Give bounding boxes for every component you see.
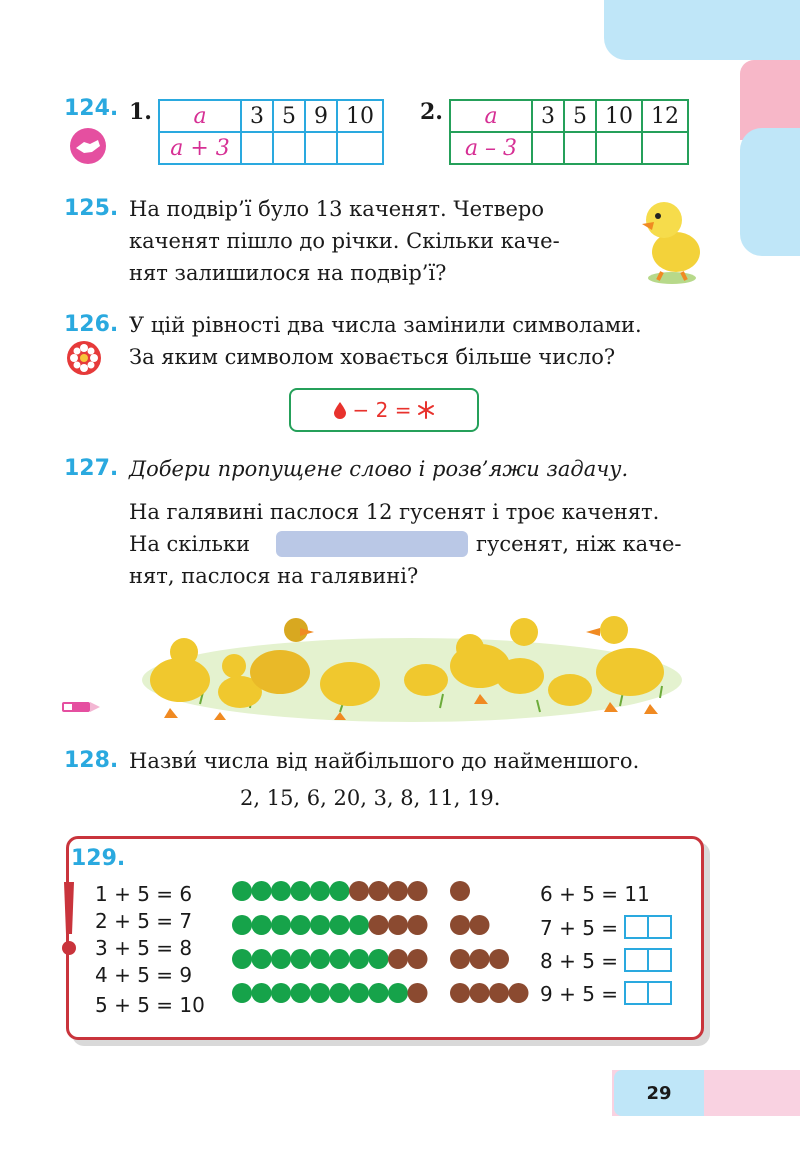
table2-empty-cell	[642, 132, 688, 164]
right-equation-row	[540, 981, 672, 1006]
exclamation-icon	[60, 880, 78, 958]
table1-empty-cell	[241, 132, 273, 164]
green-dot	[388, 983, 408, 1003]
table1-cell: 9	[305, 100, 337, 132]
extra-brown-dot	[489, 983, 509, 1003]
missing-word-blank[interactable]	[276, 531, 468, 557]
green-dot	[271, 881, 291, 901]
right-equation: 9 + 5 =	[540, 982, 619, 1006]
green-dot	[252, 983, 272, 1003]
exercise-number-126: 126.	[64, 312, 119, 337]
exercise-number-129: 129.	[71, 846, 126, 871]
ex125-line: На подвір’ї було 13 каченят. Четверо	[129, 197, 544, 221]
snowflake-icon	[417, 401, 435, 419]
extra-brown-dot	[450, 949, 470, 969]
extra-brown-dot	[450, 983, 470, 1003]
table2-empty-cell	[564, 132, 596, 164]
table1-var: a	[159, 100, 241, 132]
green-dot	[252, 915, 272, 935]
extra-brown-dot	[509, 983, 529, 1003]
table1-empty-cell	[337, 132, 383, 164]
table-a-minus-3	[449, 99, 689, 165]
ex128-numbers: 2, 15, 6, 20, 3, 8, 11, 19.	[240, 786, 501, 810]
green-dot	[349, 949, 369, 969]
right-equation: 6 + 5 = 11	[540, 882, 650, 906]
answer-box[interactable]	[624, 981, 649, 1005]
green-dot	[271, 915, 291, 935]
ex127-line: На скільки	[129, 532, 251, 556]
green-dot	[232, 915, 252, 935]
green-dot	[349, 983, 369, 1003]
extra-brown-dot	[470, 915, 490, 935]
table2-empty-cell	[532, 132, 564, 164]
green-dot	[232, 949, 252, 969]
right-equation: 8 + 5 =	[540, 949, 619, 973]
exercise-number-127: 127.	[64, 456, 119, 481]
extra-brown-dot	[450, 915, 470, 935]
green-dot	[271, 949, 291, 969]
exercise-number-128: 128.	[64, 748, 119, 773]
green-dot	[310, 915, 330, 935]
ex127-line: На галявині паслося 12 гусенят і троє каченят.	[129, 500, 660, 524]
brown-dot	[369, 915, 389, 935]
flower-icon	[66, 340, 102, 376]
table2-cell: 12	[642, 100, 688, 132]
green-dot	[369, 949, 389, 969]
table2-cell: 10	[596, 100, 642, 132]
green-dot	[252, 949, 272, 969]
table1-cell: 5	[273, 100, 305, 132]
brown-dot	[408, 881, 428, 901]
table1-label: 1.	[129, 99, 152, 125]
left-equation: 1 + 5 = 6	[95, 882, 193, 906]
green-dot	[271, 983, 291, 1003]
corner-tab-blue	[604, 0, 800, 60]
brown-dot	[369, 881, 389, 901]
ex125-line: каченят пішло до річки. Скільки каче-	[129, 229, 560, 253]
ex127-line: гусенят, ніж каче-	[476, 532, 682, 556]
brown-dot	[388, 949, 408, 969]
equation-text: − 2 =	[352, 398, 412, 422]
table2-empty-cell	[596, 132, 642, 164]
brown-dot	[408, 915, 428, 935]
green-dot	[291, 949, 311, 969]
page-number: 29	[614, 1070, 704, 1116]
ex126-line: У цій рівності два числа замінили символами.	[129, 313, 642, 337]
left-equation: 2 + 5 = 7	[95, 909, 193, 933]
extra-brown-dot	[470, 949, 490, 969]
ex127-line: нят, паслося на галявині?	[129, 564, 419, 588]
brown-dot	[349, 881, 369, 901]
drop-icon	[333, 401, 347, 419]
brown-dot	[388, 881, 408, 901]
ex126-line: За яким символом ховається більше число?	[129, 345, 616, 369]
side-tab-blue	[740, 128, 800, 256]
table1-cell: 3	[241, 100, 273, 132]
answer-box[interactable]	[649, 915, 672, 939]
ex128-line: Назви́ числа від найбільшого до найменшого.	[129, 749, 640, 773]
green-dot	[330, 983, 350, 1003]
green-dot	[310, 881, 330, 901]
green-dot	[369, 983, 389, 1003]
goslings-ducklings-illustration	[140, 608, 684, 726]
green-dot	[291, 915, 311, 935]
green-dot	[232, 983, 252, 1003]
handshake-icon	[68, 126, 108, 166]
counting-dots	[230, 878, 530, 1010]
green-dot	[330, 949, 350, 969]
extra-brown-dot	[470, 983, 490, 1003]
table1-empty-cell	[305, 132, 337, 164]
answer-box[interactable]	[624, 948, 649, 972]
exercise-number-124: 124.	[64, 96, 119, 121]
right-equation: 7 + 5 =	[540, 916, 619, 940]
exercise-number-125: 125.	[64, 196, 119, 221]
table1-empty-cell	[273, 132, 305, 164]
answer-box[interactable]	[649, 948, 672, 972]
green-dot	[330, 881, 350, 901]
left-equation: 3 + 5 = 8	[95, 936, 193, 960]
table2-cell: 5	[564, 100, 596, 132]
ex125-line: нят залишилося на подвір’ї?	[129, 261, 447, 285]
green-dot	[310, 983, 330, 1003]
table1-expr: a + 3	[159, 132, 241, 164]
brown-dot	[408, 983, 428, 1003]
green-dot	[349, 915, 369, 935]
symbol-equation	[289, 388, 479, 432]
table2-cell: 3	[532, 100, 564, 132]
green-dot	[232, 881, 252, 901]
pencil-icon	[60, 698, 102, 716]
ex127-instruction: Добери пропущене слово і розв’яжи задачу.	[129, 457, 629, 481]
brown-dot	[388, 915, 408, 935]
right-equation-row	[540, 915, 672, 940]
green-dot	[310, 949, 330, 969]
table-a-plus-3	[158, 99, 384, 165]
table2-label: 2.	[420, 99, 443, 125]
green-dot	[291, 881, 311, 901]
extra-brown-dot	[450, 881, 470, 901]
green-dot	[330, 915, 350, 935]
duckling-illustration	[634, 194, 710, 286]
table2-expr: a – 3	[450, 132, 532, 164]
green-dot	[291, 983, 311, 1003]
answer-box[interactable]	[649, 981, 672, 1005]
table2-var: a	[450, 100, 532, 132]
extra-brown-dot	[489, 949, 509, 969]
left-equation: 5 + 5 = 10	[95, 993, 205, 1017]
brown-dot	[408, 949, 428, 969]
answer-box[interactable]	[624, 915, 649, 939]
green-dot	[252, 881, 272, 901]
right-equation-row	[540, 948, 672, 973]
table1-cell: 10	[337, 100, 383, 132]
left-equation: 4 + 5 = 9	[95, 963, 193, 987]
